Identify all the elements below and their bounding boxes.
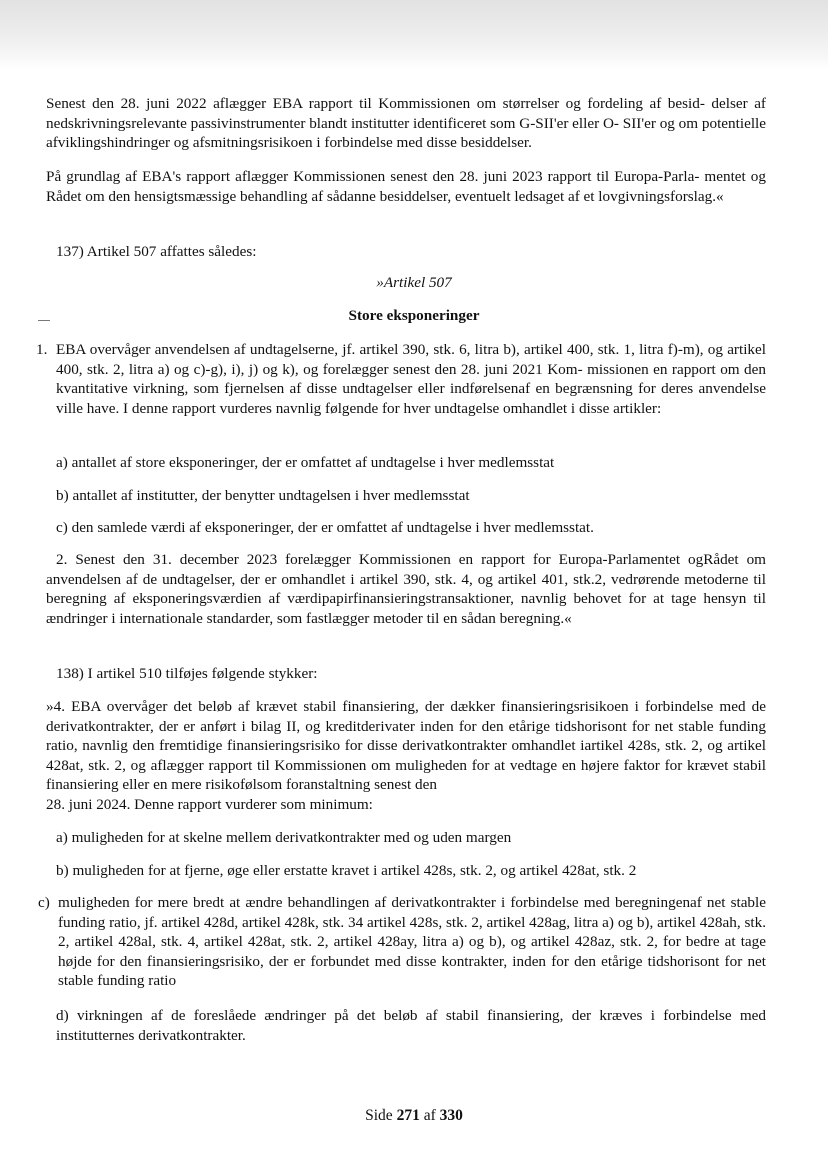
- list-item-a-1: a) antallet af store eksponeringer, der er omfattet af undtagelse i hver medlemsstat: [56, 454, 555, 471]
- list-item-a-2: a) muligheden for at skelne mellem derivatkontrakter med og uden margen: [56, 829, 512, 846]
- paragraph-section-4-last-line: 28. juni 2024. Denne rapport vurderer som minimum:: [46, 796, 373, 813]
- paragraph-commission-report-2023: På grundlag af EBA's rapport aflægger Kommissionen senest den 28. juni 2023 rapport til Europa-Parla- mentet og Rådet om den hensigtsmæssige behandling af sådanne besiddelser, eventuelt ledsaget af et lovgivningsforslag.«: [46, 168, 766, 205]
- item-1-text: EBA overvåger anvendelsen af undtagelserne, jf. artikel 390, stk. 6, litra b), artikel 400, stk. 1, litra f)-m), og artikel 400, stk. 2, litra a) og c)-g), i), j) og k), og forelægger senest den 28. juni 2021 Kom- missionen en rapport om den kvantitative virkning, som fjernelsen af disse undtagelser eller indførelsenaf en begrænsning for deres anvendelse ville have. I denne rapport vurderes navnlig følgende for hver undtagelse omhandlet i disse artikler:: [56, 341, 766, 417]
- footer-page-number: 271: [396, 1107, 420, 1124]
- article-title: Store eksponeringer: [348, 307, 480, 324]
- item-letter: c): [38, 894, 50, 911]
- list-item-b-1: b) antallet af institutter, der benytter undtagelsen i hver medlemsstat: [56, 487, 470, 504]
- article-heading: »Artikel 507: [376, 274, 452, 291]
- list-item-d-2: d) virkningen af de foreslåede ændringer på det beløb af stabil finansiering, der kræves i forbindelse med institutternes derivatkontrakter.: [56, 1007, 766, 1044]
- paragraph-eba-report-2022: Senest den 28. juni 2022 aflægger EBA rapport til Kommissionen om størrelser og fordeling af besid- delser af nedskrivningsrelevante passivinstrumenter blandt institutter identificeret som G-SII'er eller O- SII'er og om potentielle afviklingshindringer og afsmitningsrisikoen i forbindelse med disse besiddelser.: [46, 95, 766, 152]
- footer-prefix: Side: [365, 1107, 393, 1124]
- paragraph-section-2: 2. Senest den 31. december 2023 forelægger Kommissionen en rapport for Europa-Parlamentet ogRådet om anvendelsen af de undtagelser, der er omhandlet i artikel 390, stk. 4, og artikel 401, stk.2, vedrørende metoderne til beregning af eksponeringsværdien af værdipapirfinansieringstransaktioner, navnlig behovet for at tage hensyn til ændringer i internationale standarder, som fastlægger metoder til en sådan beregning.«: [46, 551, 766, 627]
- item-c-2-text: muligheden for mere bredt at ændre behandlingen af derivatkontrakter i forbindelse med beregningenaf net stable funding ratio, jf. artikel 428d, artikel 428k, stk. 34 artikel 428s, stk. 2, artikel 428ag, litra a) og b), artikel 428ah, stk. 2, artikel 428al, stk. 4, artikel 428at, stk. 2, artikel 428ay, litra a) og b), og artikel 428az, stk. 2, for bedre at tage højde for den finansieringsrisiko, der er forbundet med disse kontrakter, inden for den etårige tidshorisont for net stable funding ratio: [58, 894, 766, 990]
- list-item-c-1: c) den samlede værdi af eksponeringer, der er omfattet af undtagelse i hver medlemsstat.: [56, 519, 594, 536]
- amendment-138: 138) I artikel 510 tilføjes følgende stykker:: [56, 665, 318, 682]
- list-item-b-2: b) muligheden for at fjerne, øge eller erstatte kravet i artikel 428s, stk. 2, og artikel 428at, stk. 2: [56, 862, 637, 879]
- page-footer: [0, 1106, 828, 1126]
- item-number: 1.: [36, 341, 48, 358]
- footer-middle: af: [423, 1107, 436, 1124]
- paragraph-section-4: »4. EBA overvåger det beløb af krævet stabil finansiering, der dækker finansieringsrisikoen i forbindelse med de derivatkontrakter, der er anført i bilag II, og kreditderivater inden for den etårige tidshorisont for net stable funding ratio, navnlig den fremtidige finansieringsrisiko for disse derivatkontrakter omhandlet iartikel 428s, stk. 2, og artikel 428at, stk. 2, og aflægger rapport til Kommissionen om muligheden for at vedtage en højere faktor for krævet stabil finansiering eller en mere risikofølsom foranstaltning senest den: [46, 698, 766, 794]
- amendment-137: 137) Artikel 507 affattes således:: [56, 243, 257, 260]
- footer-total-pages: 330: [439, 1107, 463, 1124]
